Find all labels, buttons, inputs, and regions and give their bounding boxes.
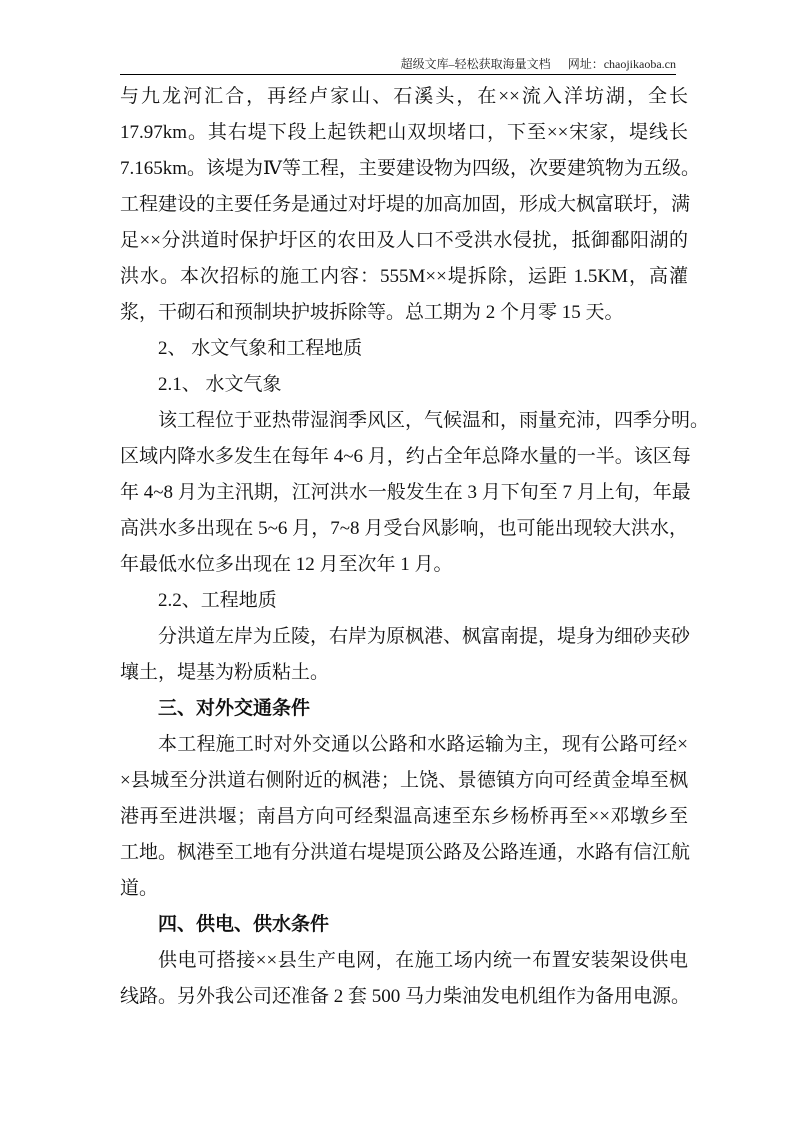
section-heading: 2.1、 水文气象 (158, 374, 282, 395)
text-line: 道。 (120, 878, 159, 899)
text-line: ×县城至分洪道右侧附近的枫港；上饶、景德镇方向可经黄金埠至枫 (120, 770, 688, 791)
text-line: 本工程施工时对外交通以公路和水路运输为主，现有公路可经× (158, 734, 688, 755)
text-line: 供电可搭接××县生产电网，在施工场内统一布置安装架设供电 (158, 950, 688, 971)
text-line: 7.165km。该堤为Ⅳ等工程，主要建设物为四级，次要建筑物为五级。 (120, 158, 701, 179)
text-line: 洪水。本次招标的施工内容：555M××堤拆除，运距 1.5KM，高灌 (120, 266, 688, 287)
section-heading: 四、供电、供水条件 (158, 914, 330, 935)
text-line: 分洪道左岸为丘陵，右岸为原枫港、枫富南提，堤身为细砂夹砂 (158, 626, 691, 647)
text-line: 17.97km。其右堤下段上起铁耙山双坝堵口，下至××宋家，堤线长 (120, 122, 688, 143)
text-line: 该工程位于亚热带湿润季风区，气候温和，雨量充沛，四季分明。 (158, 410, 710, 431)
text-line: 与九龙河汇合，再经卢家山、石溪头，在××流入洋坊湖，全长 (120, 86, 688, 107)
section-heading: 2、 水文气象和工程地质 (158, 338, 363, 359)
text-line: 工程建设的主要任务是通过对圩堤的加高加固，形成大枫富联圩，满 (120, 194, 691, 215)
text-line: 工地。枫港至工地有分洪道右堤堤顶公路及公路连通，水路有信江航 (120, 842, 691, 863)
text-line: 浆，干砌石和预制块护坡拆除等。总工期为 2 个月零 15 天。 (120, 302, 624, 323)
text-line: 线路。另外我公司还准备 2 套 500 马力柴油发电机组作为备用电源。 (120, 986, 691, 1007)
section-heading: 三、对外交通条件 (158, 698, 311, 719)
header-url: 网址：chaojikaoba.cn (567, 57, 676, 71)
text-line: 年最低水位多出现在 12 月至次年 1 月。 (120, 554, 453, 575)
page-header (120, 55, 676, 75)
section-heading: 2.2、工程地质 (158, 590, 277, 611)
text-line: 壤土，堤基为粉质粘土。 (120, 662, 330, 683)
text-line: 区域内降水多发生在每年 4~6 月，约占全年总降水量的一半。该区每 (120, 446, 691, 467)
text-line: 高洪水多出现在 5~6 月，7~8 月受台风影响，也可能出现较大洪水， (120, 518, 688, 539)
text-line: 足××分洪道时保护圩区的农田及人口不受洪水侵扰，抵御鄱阳湖的 (120, 230, 688, 251)
text-line: 年 4~8 月为主汛期，江河洪水一般发生在 3 月下旬至 7 月上旬，年最 (120, 482, 691, 503)
text-line: 港再至进洪堰；南昌方向可经梨温高速至东乡杨桥再至××邓墩乡至 (120, 806, 688, 827)
header-site-name: 超级文库–轻松获取海量文档 (400, 57, 551, 71)
